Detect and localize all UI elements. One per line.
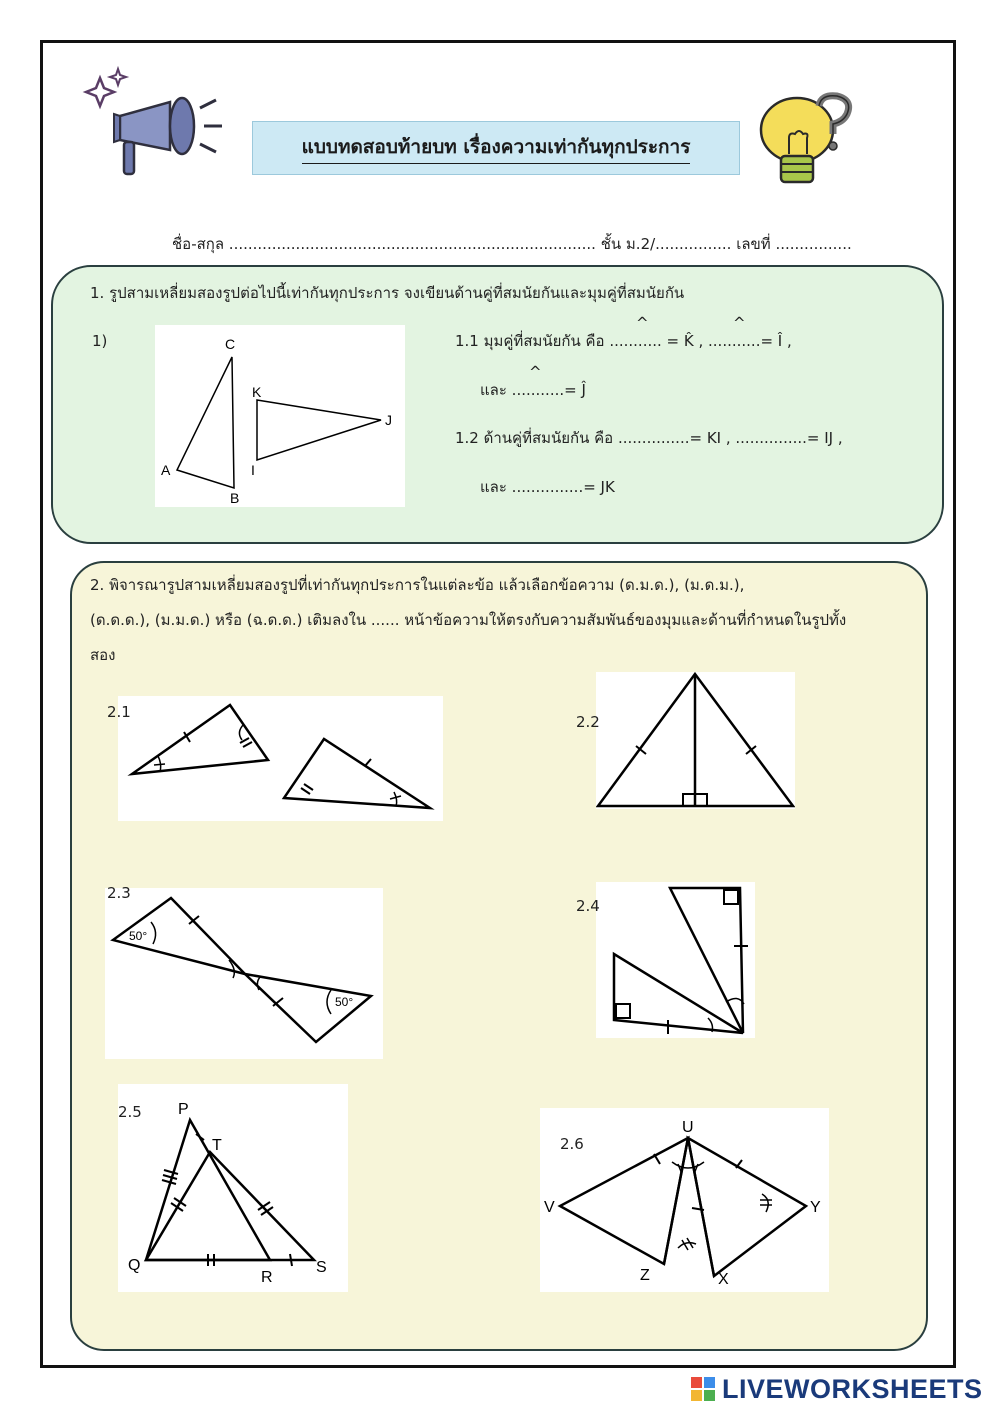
answer-line-1-2b[interactable]: และ ...............= JK [480, 478, 615, 496]
item-label-2-4: 2.4 [576, 897, 600, 915]
vertex-label-x: X [718, 1271, 729, 1288]
liveworksheets-logo[interactable] [690, 1372, 983, 1406]
vertex-label-a: A [161, 462, 171, 478]
figure-2-2 [596, 672, 795, 809]
hat-mark: ^ [636, 314, 649, 332]
vertex-label-t: T [212, 1137, 222, 1154]
item-label-2-6: 2.6 [560, 1135, 584, 1153]
section-2-question-line-3: สอง [90, 646, 116, 664]
vertex-label-s: S [316, 1259, 327, 1276]
brand-name: LIVEWORKSHEETS [722, 1373, 983, 1404]
vertex-label-k: K [252, 384, 262, 400]
vertex-label-i: I [251, 462, 255, 478]
angle-label-50: 50° [129, 929, 148, 943]
figure-1-triangles [155, 325, 405, 507]
answer-line-1-2[interactable]: 1.2 ด้านคู่ที่สมนัยกัน คือ ...............= KI , ...............= IJ , [455, 429, 843, 447]
vertex-label-b: B [230, 490, 240, 506]
vertex-label-u: U [682, 1119, 694, 1136]
vertex-label-r: R [261, 1269, 273, 1286]
vertex-label-v: V [544, 1199, 555, 1216]
hat-mark: ^ [529, 363, 542, 381]
figure-2-4 [596, 882, 755, 1038]
lightbulb-icon [755, 92, 865, 192]
vertex-label-y: Y [810, 1199, 821, 1216]
item-label-2-3: 2.3 [107, 884, 131, 902]
section-1-item-label: 1) [92, 332, 108, 350]
section-2-question-line-1: 2. พิจารณารูปสามเหลี่ยมสองรูปที่เท่ากันทุกประการในแต่ละข้อ แล้วเลือกข้อความ (ด.ม.ด.), (ม.ด.ม.), [90, 576, 745, 594]
vertex-label-q: Q [128, 1257, 141, 1274]
figure-2-1 [118, 696, 443, 821]
page-title: แบบทดสอบท้ายบท เรื่องความเท่ากันทุกประการ [252, 121, 740, 175]
answer-line-1-1b[interactable]: และ ...........= Ĵ [480, 381, 586, 399]
vertex-label-z: Z [640, 1267, 650, 1284]
figure-2-5 [118, 1084, 348, 1292]
brand-icon [690, 1376, 716, 1402]
hat-mark: ^ [733, 314, 746, 332]
vertex-label-c: C [225, 336, 236, 352]
answer-line-1-1[interactable]: 1.1 มุมคู่ที่สมนัยกัน คือ ........... = K̂ , ...........= Î , [455, 332, 792, 350]
angle-label-50: 50° [335, 995, 354, 1009]
item-label-2-5: 2.5 [118, 1103, 142, 1121]
vertex-label-j: J [385, 412, 392, 428]
figure-2-3 [105, 888, 383, 1059]
megaphone-icon [78, 66, 228, 181]
item-label-2-1: 2.1 [107, 703, 131, 721]
section-2-question-line-2: (ด.ด.ด.), (ม.ม.ด.) หรือ (ฉ.ด.ด.) เติมลงใน ...... หน้าข้อความให้ตรงกับความสัมพันธ์ของมุมและด้านที่กำหนดในรูปทั้ง [90, 611, 847, 629]
item-label-2-2: 2.2 [576, 713, 600, 731]
section-1-question: 1. รูปสามเหลี่ยมสองรูปต่อไปนี้เท่ากันทุกประการ จงเขียนด้านคู่ที่สมนัยกันและมุมคู่ที่สมนัยกัน [90, 284, 685, 302]
vertex-label-p: P [178, 1101, 189, 1118]
student-info-line: ชื่อ-สกุล ............................................................................. ชั้น ม.2/................ เลขที่ ................ [172, 235, 852, 253]
